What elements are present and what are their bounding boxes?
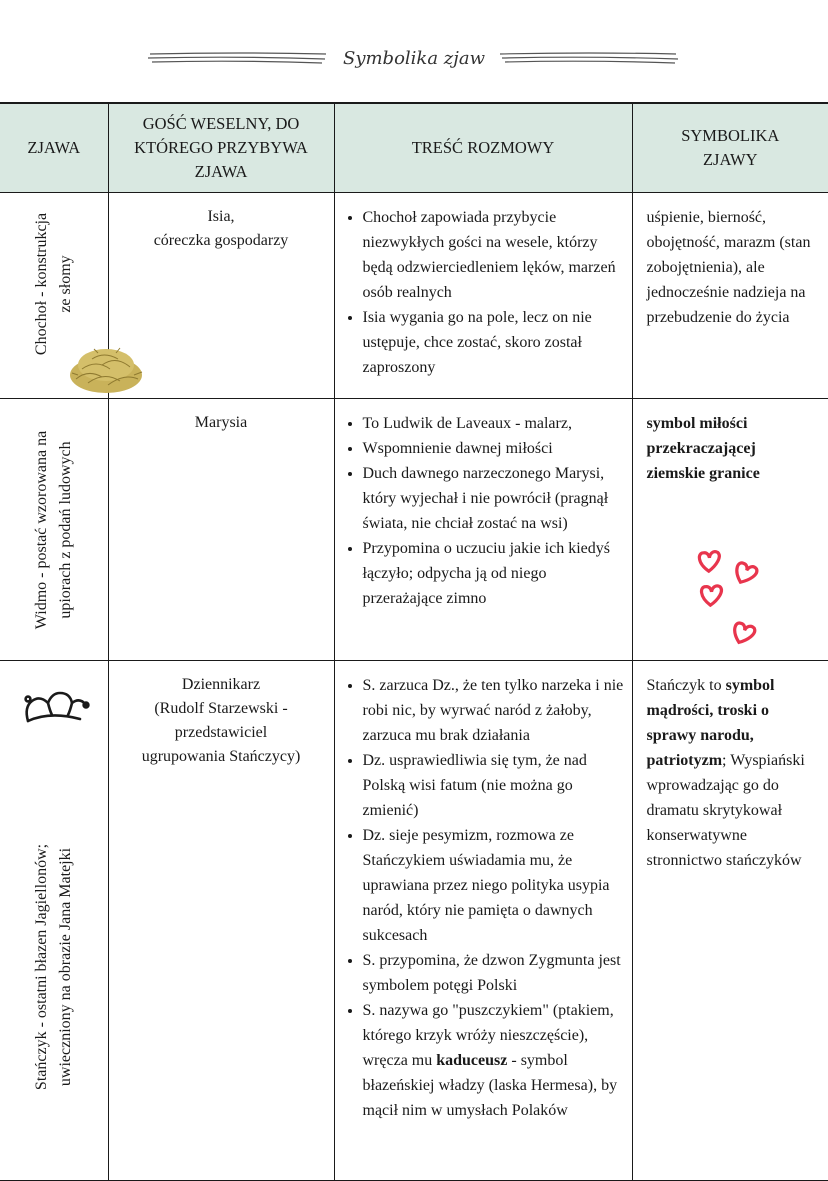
symbolika-cell xyxy=(632,661,828,1181)
page-title-area xyxy=(0,38,828,84)
page-title: Symbolika zjaw xyxy=(0,48,828,69)
hearts-icon xyxy=(693,543,773,647)
kaduceusz-term: kaduceusz xyxy=(436,1052,507,1069)
list-item: • Przypomina o uczuciu jakie ich kiedyś łączyło; odpycha ją od niego przerażające zimno xyxy=(363,536,626,611)
talk-list xyxy=(335,193,632,380)
symbolika-cell xyxy=(632,193,828,399)
list-item: • Duch dawnego narzeczonego Marysi, który wyjechał i nie powrócił (pragnął świata, nie chciał zostać na wsi) xyxy=(363,461,626,536)
talk-cell xyxy=(334,193,632,399)
list-item: • Dz. sieje pesymizm, rozmowa ze Stańczykiem uświadamia mu, że uprawiana przez niego polityka usypia naród, który nie pamięta o dawnych sukcesach xyxy=(363,823,626,948)
table-row xyxy=(0,193,828,399)
guest-cell xyxy=(108,661,334,1181)
symbolika-cell xyxy=(632,399,828,661)
table-row xyxy=(0,399,828,661)
list-item: • Chochoł zapowiada przybycie niezwykłych gości na wesele, którzy będą odzwierciedleniem lęków, marzeń osób realnych xyxy=(363,205,626,305)
guest-cell xyxy=(108,399,334,661)
talk-cell xyxy=(334,661,632,1181)
list-item: • Dz. usprawiedliwia się tym, że nad Polską wisi fatum (nie można go zmienić) xyxy=(363,748,626,823)
zjawa-cell xyxy=(0,661,108,1181)
list-item: • Wspomnienie dawnej miłości xyxy=(363,436,626,461)
zjawa-cell xyxy=(0,193,108,399)
jester-hat-icon xyxy=(20,687,90,727)
talk-list xyxy=(335,661,632,1123)
list-item: • Isia wygania go na pole, lecz on nie ustępuje, chce zostać, skoro został zaproszony xyxy=(363,305,626,380)
zjawa-cell xyxy=(0,399,108,661)
table-row xyxy=(0,661,828,1181)
table-header-row xyxy=(0,103,828,193)
header-zjawa: ZJAWA xyxy=(0,103,108,193)
list-item: • S. zarzuca Dz., że ten tylko narzeka i nie robi nic, by wyrwać naród z żałoby, zarzuca mu brak działania xyxy=(363,673,626,748)
symbolika-text: uśpienie, bierność, obojętność, marazm (stan zobojętnienia), ale jednocześnie nadzieja na przebudzenie do życia xyxy=(633,193,828,330)
symbolika-text: symbol miłości przekraczającej ziemskie granice xyxy=(633,399,828,486)
symbolika-table xyxy=(0,102,828,1181)
talk-cell xyxy=(334,399,632,661)
zjawa-label: Stańczyk - ostatni błazen Jagiellonów; uwieczniony na obrazie Jana Matejki xyxy=(30,843,78,1089)
guest-text: Marysia xyxy=(109,399,334,435)
list-item: • S. nazywa go "puszczykiem" (ptakiem, którego krzyk wróży nieszczęście), wręcza mu kaduceusz - symbol błazeńskiej władzy (laska Hermesa), by mącił nim w umysłach Polaków xyxy=(363,998,626,1123)
talk-list xyxy=(335,399,632,611)
list-item: • S. przypomina, że dzwon Zygmunta jest symbolem potęgi Polski xyxy=(363,948,626,998)
symbolika-text: Stańczyk to symbol mądrości, troski o sprawy narodu, patriotyzm; Wyspiański wprowadzając go do dramatu skrytykował konserwatywne stronnictwo stańczyków xyxy=(633,661,828,873)
header-symbolika: SYMBOLIKA ZJAWY xyxy=(632,103,828,193)
header-tresc: TREŚĆ ROZMOWY xyxy=(334,103,632,193)
header-gosc: GOŚĆ WESELNY, DO KTÓREGO PRZYBYWA ZJAWA xyxy=(108,103,334,193)
guest-text: Isia, córeczka gospodarzy xyxy=(109,193,334,253)
zjawa-label: Chochoł - konstrukcja ze słomy xyxy=(30,212,78,354)
guest-text: Dziennikarz (Rudolf Starzewski - przedstawiciel ugrupowania Stańczycy) xyxy=(109,661,334,769)
haystack-icon xyxy=(68,339,144,395)
list-item: • To Ludwik de Laveaux - malarz, xyxy=(363,411,626,436)
zjawa-label: Widmo - postać wzorowana na upiorach z podań ludowych xyxy=(30,430,78,628)
